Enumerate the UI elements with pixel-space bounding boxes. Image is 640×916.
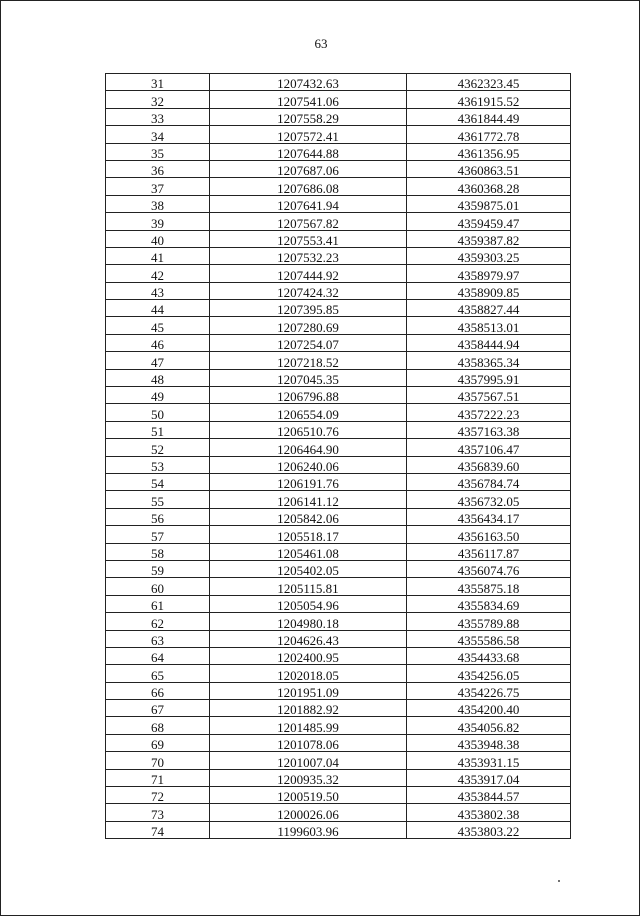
table-row <box>106 804 571 821</box>
table-row <box>106 352 571 369</box>
table-row <box>106 369 571 386</box>
table-row <box>106 473 571 490</box>
y-coordinate-cell: 4360863.51 <box>407 160 571 177</box>
x-coordinate-cell: 1207572.41 <box>210 126 407 143</box>
x-coordinate-cell: 1202018.05 <box>210 665 407 682</box>
scan-speck <box>558 880 560 882</box>
point-number-cell: 60 <box>106 578 210 595</box>
table-row <box>106 387 571 404</box>
y-coordinate-cell: 4359459.47 <box>407 213 571 230</box>
point-number-cell: 49 <box>106 387 210 404</box>
x-coordinate-cell: 1206510.76 <box>210 421 407 438</box>
x-coordinate-cell: 1204980.18 <box>210 613 407 630</box>
x-coordinate-cell: 1207254.07 <box>210 334 407 351</box>
y-coordinate-cell: 4361356.95 <box>407 143 571 160</box>
table-row <box>106 734 571 751</box>
table-row <box>106 665 571 682</box>
x-coordinate-cell: 1205461.08 <box>210 543 407 560</box>
table-row <box>106 213 571 230</box>
point-number-cell: 52 <box>106 439 210 456</box>
y-coordinate-cell: 4355586.58 <box>407 630 571 647</box>
table-row <box>106 126 571 143</box>
point-number-cell: 68 <box>106 717 210 734</box>
y-coordinate-cell: 4357995.91 <box>407 369 571 386</box>
point-number-cell: 36 <box>106 160 210 177</box>
table-row <box>106 247 571 264</box>
point-number-cell: 58 <box>106 543 210 560</box>
table-row <box>106 143 571 160</box>
y-coordinate-cell: 4362323.45 <box>407 74 571 91</box>
table-row <box>106 821 571 838</box>
x-coordinate-cell: 1205115.81 <box>210 578 407 595</box>
table-row <box>106 560 571 577</box>
point-number-cell: 74 <box>106 821 210 838</box>
x-coordinate-cell: 1202400.95 <box>210 647 407 664</box>
y-coordinate-cell: 4358365.34 <box>407 352 571 369</box>
x-coordinate-cell: 1207641.94 <box>210 195 407 212</box>
x-coordinate-cell: 1206554.09 <box>210 404 407 421</box>
coordinates-table <box>105 73 571 839</box>
y-coordinate-cell: 4353802.38 <box>407 804 571 821</box>
point-number-cell: 41 <box>106 247 210 264</box>
table-row <box>106 456 571 473</box>
y-coordinate-cell: 4358979.97 <box>407 265 571 282</box>
x-coordinate-cell: 1201485.99 <box>210 717 407 734</box>
x-coordinate-cell: 1205402.05 <box>210 560 407 577</box>
point-number-cell: 67 <box>106 700 210 717</box>
x-coordinate-cell: 1207644.88 <box>210 143 407 160</box>
x-coordinate-cell: 1206141.12 <box>210 491 407 508</box>
x-coordinate-cell: 1207280.69 <box>210 317 407 334</box>
y-coordinate-cell: 4359875.01 <box>407 195 571 212</box>
x-coordinate-cell: 1207395.85 <box>210 300 407 317</box>
point-number-cell: 33 <box>106 108 210 125</box>
y-coordinate-cell: 4354226.75 <box>407 682 571 699</box>
table-row <box>106 108 571 125</box>
point-number-cell: 43 <box>106 282 210 299</box>
x-coordinate-cell: 1199603.96 <box>210 821 407 838</box>
x-coordinate-cell: 1206796.88 <box>210 387 407 404</box>
point-number-cell: 50 <box>106 404 210 421</box>
point-number-cell: 45 <box>106 317 210 334</box>
y-coordinate-cell: 4356434.17 <box>407 508 571 525</box>
y-coordinate-cell: 4353948.38 <box>407 734 571 751</box>
table-row <box>106 300 571 317</box>
point-number-cell: 69 <box>106 734 210 751</box>
y-coordinate-cell: 4356074.76 <box>407 560 571 577</box>
table-row <box>106 578 571 595</box>
table-row <box>106 282 571 299</box>
y-coordinate-cell: 4355789.88 <box>407 613 571 630</box>
point-number-cell: 63 <box>106 630 210 647</box>
table-row <box>106 682 571 699</box>
x-coordinate-cell: 1207532.23 <box>210 247 407 264</box>
point-number-cell: 40 <box>106 230 210 247</box>
coordinates-table-body <box>106 74 571 839</box>
point-number-cell: 31 <box>106 74 210 91</box>
y-coordinate-cell: 4354200.40 <box>407 700 571 717</box>
x-coordinate-cell: 1207553.41 <box>210 230 407 247</box>
y-coordinate-cell: 4361844.49 <box>407 108 571 125</box>
point-number-cell: 34 <box>106 126 210 143</box>
y-coordinate-cell: 4357163.38 <box>407 421 571 438</box>
table-row <box>106 334 571 351</box>
point-number-cell: 38 <box>106 195 210 212</box>
point-number-cell: 32 <box>106 91 210 108</box>
table-row <box>106 195 571 212</box>
point-number-cell: 61 <box>106 595 210 612</box>
table-row <box>106 526 571 543</box>
point-number-cell: 39 <box>106 213 210 230</box>
point-number-cell: 44 <box>106 300 210 317</box>
x-coordinate-cell: 1206240.06 <box>210 456 407 473</box>
table-row <box>106 230 571 247</box>
y-coordinate-cell: 4357106.47 <box>407 439 571 456</box>
table-row <box>106 717 571 734</box>
x-coordinate-cell: 1200519.50 <box>210 787 407 804</box>
y-coordinate-cell: 4354056.82 <box>407 717 571 734</box>
page-number: 63 <box>314 36 328 51</box>
y-coordinate-cell: 4358909.85 <box>407 282 571 299</box>
x-coordinate-cell: 1207444.92 <box>210 265 407 282</box>
point-number-cell: 72 <box>106 787 210 804</box>
x-coordinate-cell: 1201007.04 <box>210 752 407 769</box>
table-row <box>106 404 571 421</box>
point-number-cell: 48 <box>106 369 210 386</box>
table-row <box>106 613 571 630</box>
table-row <box>106 178 571 195</box>
point-number-cell: 42 <box>106 265 210 282</box>
table-row <box>106 769 571 786</box>
x-coordinate-cell: 1207558.29 <box>210 108 407 125</box>
point-number-cell: 46 <box>106 334 210 351</box>
table-row <box>106 160 571 177</box>
point-number-cell: 73 <box>106 804 210 821</box>
point-number-cell: 37 <box>106 178 210 195</box>
x-coordinate-cell: 1200026.06 <box>210 804 407 821</box>
x-coordinate-cell: 1206191.76 <box>210 473 407 490</box>
y-coordinate-cell: 4353917.04 <box>407 769 571 786</box>
x-coordinate-cell: 1207218.52 <box>210 352 407 369</box>
y-coordinate-cell: 4357222.23 <box>407 404 571 421</box>
y-coordinate-cell: 4358827.44 <box>407 300 571 317</box>
table-row <box>106 439 571 456</box>
point-number-cell: 55 <box>106 491 210 508</box>
y-coordinate-cell: 4356839.60 <box>407 456 571 473</box>
point-number-cell: 57 <box>106 526 210 543</box>
y-coordinate-cell: 4353803.22 <box>407 821 571 838</box>
point-number-cell: 53 <box>106 456 210 473</box>
point-number-cell: 70 <box>106 752 210 769</box>
table-row <box>106 752 571 769</box>
point-number-cell: 65 <box>106 665 210 682</box>
x-coordinate-cell: 1204626.43 <box>210 630 407 647</box>
point-number-cell: 66 <box>106 682 210 699</box>
x-coordinate-cell: 1201078.06 <box>210 734 407 751</box>
y-coordinate-cell: 4353844.57 <box>407 787 571 804</box>
point-number-cell: 35 <box>106 143 210 160</box>
y-coordinate-cell: 4357567.51 <box>407 387 571 404</box>
table-row <box>106 421 571 438</box>
y-coordinate-cell: 4354256.05 <box>407 665 571 682</box>
y-coordinate-cell: 4361772.78 <box>407 126 571 143</box>
x-coordinate-cell: 1201882.92 <box>210 700 407 717</box>
table-row <box>106 74 571 91</box>
table-row <box>106 647 571 664</box>
table-row <box>106 787 571 804</box>
x-coordinate-cell: 1200935.32 <box>210 769 407 786</box>
point-number-cell: 71 <box>106 769 210 786</box>
point-number-cell: 47 <box>106 352 210 369</box>
point-number-cell: 51 <box>106 421 210 438</box>
x-coordinate-cell: 1205054.96 <box>210 595 407 612</box>
y-coordinate-cell: 4356163.50 <box>407 526 571 543</box>
point-number-cell: 59 <box>106 560 210 577</box>
y-coordinate-cell: 4355834.69 <box>407 595 571 612</box>
y-coordinate-cell: 4356117.87 <box>407 543 571 560</box>
x-coordinate-cell: 1207567.82 <box>210 213 407 230</box>
x-coordinate-cell: 1201951.09 <box>210 682 407 699</box>
y-coordinate-cell: 4359387.82 <box>407 230 571 247</box>
table-row <box>106 491 571 508</box>
x-coordinate-cell: 1207045.35 <box>210 369 407 386</box>
x-coordinate-cell: 1205518.17 <box>210 526 407 543</box>
table-row <box>106 91 571 108</box>
y-coordinate-cell: 4355875.18 <box>407 578 571 595</box>
table-row <box>106 508 571 525</box>
y-coordinate-cell: 4360368.28 <box>407 178 571 195</box>
table-row <box>106 317 571 334</box>
point-number-cell: 56 <box>106 508 210 525</box>
x-coordinate-cell: 1206464.90 <box>210 439 407 456</box>
table-row <box>106 700 571 717</box>
table-row <box>106 265 571 282</box>
y-coordinate-cell: 4356732.05 <box>407 491 571 508</box>
x-coordinate-cell: 1207424.32 <box>210 282 407 299</box>
x-coordinate-cell: 1207432.63 <box>210 74 407 91</box>
y-coordinate-cell: 4353931.15 <box>407 752 571 769</box>
x-coordinate-cell: 1207686.08 <box>210 178 407 195</box>
y-coordinate-cell: 4354433.68 <box>407 647 571 664</box>
x-coordinate-cell: 1207541.06 <box>210 91 407 108</box>
table-row <box>106 595 571 612</box>
point-number-cell: 62 <box>106 613 210 630</box>
table-row <box>106 630 571 647</box>
point-number-cell: 64 <box>106 647 210 664</box>
x-coordinate-cell: 1205842.06 <box>210 508 407 525</box>
x-coordinate-cell: 1207687.06 <box>210 160 407 177</box>
y-coordinate-cell: 4358444.94 <box>407 334 571 351</box>
y-coordinate-cell: 4356784.74 <box>407 473 571 490</box>
y-coordinate-cell: 4361915.52 <box>407 91 571 108</box>
point-number-cell: 54 <box>106 473 210 490</box>
table-row <box>106 543 571 560</box>
y-coordinate-cell: 4359303.25 <box>407 247 571 264</box>
y-coordinate-cell: 4358513.01 <box>407 317 571 334</box>
